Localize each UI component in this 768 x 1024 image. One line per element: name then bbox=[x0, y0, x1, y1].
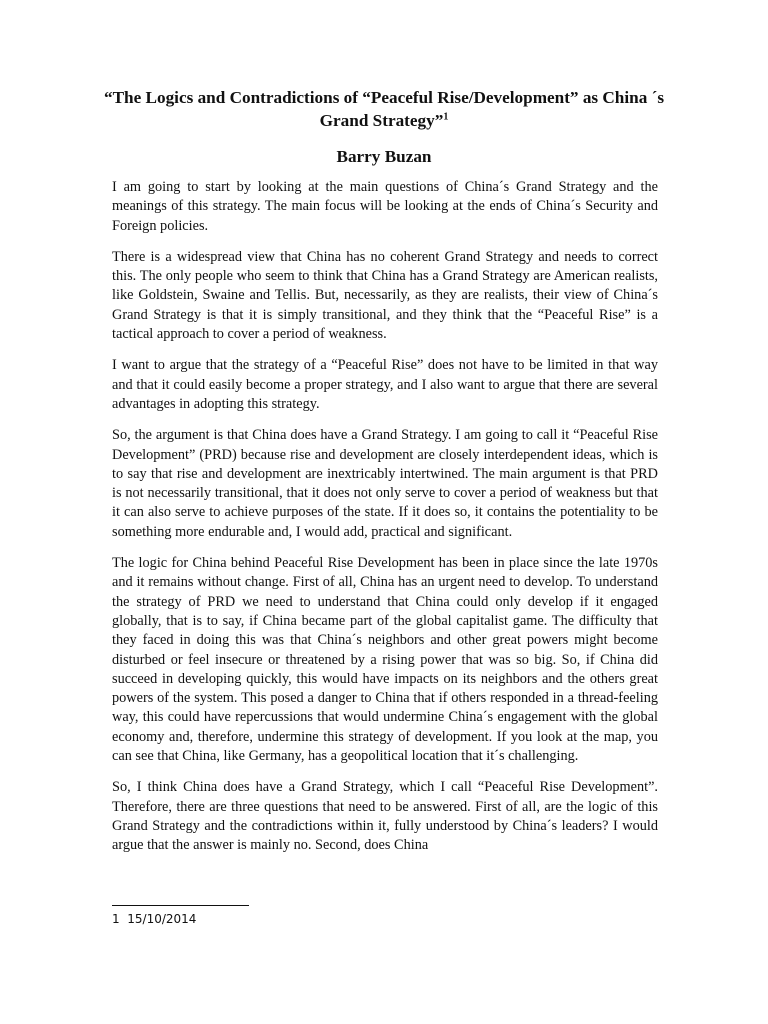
footnote-divider bbox=[112, 905, 249, 906]
footnote: 1 15/10/2014 bbox=[112, 912, 197, 926]
body-text bbox=[112, 178, 658, 868]
paragraph: I want to argue that the strategy of a “Peaceful Rise” does not have to be limited in that way and that it could easily become a proper strategy, and I also want to argue that there are several advantages in adopting this strategy. bbox=[112, 357, 658, 412]
author-name: Barry Buzan bbox=[336, 147, 432, 166]
paragraph: So, I think China does have a Grand Strategy, which I call “Peaceful Rise Development”. Therefore, there are three questions that need to be answered. First of all, are the logic of this Grand Strategy and the contradictions within it, fully understood by China´s leaders? I would argue that the answer is mainly no. Second, does China bbox=[112, 779, 658, 854]
title-footnote-mark: 1 bbox=[443, 111, 449, 123]
paragraph: The logic for China behind Peaceful Rise Development has been in place since the late 1970s and it remains without change. First of all, China has an urgent need to develop. To understand the strategy of PRD we need to understand that China could only develop if it engaged globally, that is to say, if China became part of the global capitalist game. The difficulty that they faced in doing this was that China´s neighbors and other great powers might become disturbed or feel insecure or threatened by a rising power that was so big. So, if China did succeed in developing quickly, this would have impacts on its neighbors and the others great powers of the system. This posed a danger to China that if others responded in a thread-feeling way, this could have repercussions that would undermine China´s engagement with the global economy and, therefore, undermine this strategy of development. If you look at the map, you can see that China, like Germany, has a geopolitical location that it´s challenging. bbox=[112, 555, 658, 765]
title-text: “The Logics and Contradictions of “Peaceful Rise/Development” as China ´s Grand Strategy” bbox=[103, 88, 665, 130]
document-title bbox=[100, 86, 668, 132]
paragraph: I am going to start by looking at the main questions of China´s Grand Strategy and the meanings of this strategy. The main focus will be looking at the ends of China´s Security and Foreign policies. bbox=[112, 179, 658, 234]
paragraph: There is a widespread view that China has no coherent Grand Strategy and needs to correct this. The only people who seem to think that China has a Grand Strategy are American realists, like Goldstein, Swaine and Tellis. But, necessarily, as they are realists, their view of China´s Grand Strategy is that it is simply transitional, and they think that the “Peaceful Rise” is a tactical approach to cover a period of weakness. bbox=[112, 248, 658, 343]
paragraph: So, the argument is that China does have a Grand Strategy. I am going to call it “Peaceful Rise Development” (PRD) because rise and development are closely interdependent ideas, which is to say that rise and development are inextricably intertwined. The main argument is that PRD is not necessarily transitional, that it does not only serve to cover a period of weakness but that it can also serve to achieve purposes of the state. If it does so, it contains the potentiality to be something more endurable and, I would add, practical and significant. bbox=[112, 427, 658, 540]
